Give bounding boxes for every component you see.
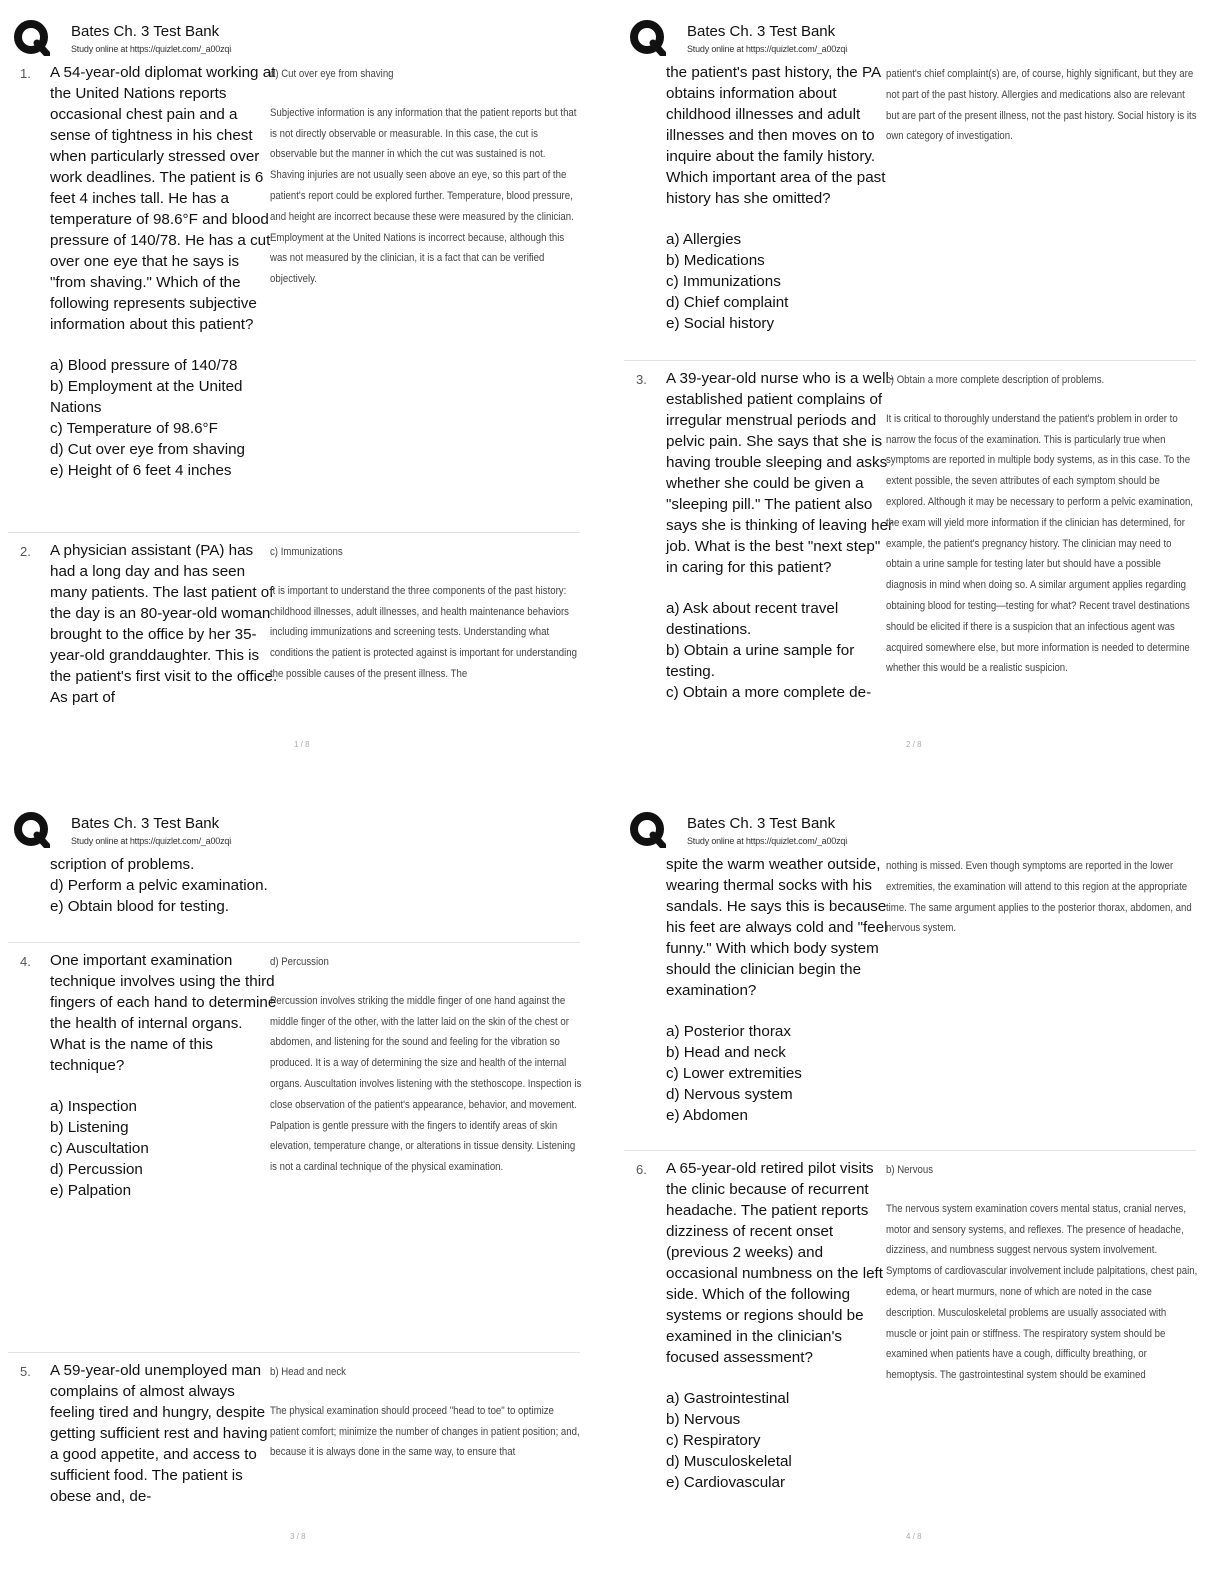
question-text: A 65-year-old retired pilot visits the clinic because of recurrent headache. The patient reports dizziness of recent onset (previous 2 weeks) and occasional numbness on the left side. Which of the following systems or regions should be examined in the clinician's focused assessment?	[666, 1160, 883, 1366]
question-number: 3.	[636, 372, 647, 387]
option-e: e) Height of 6 feet 4 inches	[50, 462, 232, 479]
quizlet-logo-icon	[14, 812, 50, 848]
option-d: d) Chief complaint	[666, 294, 789, 311]
question-text: A 59-year-old unemployed man complains of almost always feeling tired and hungry, despite getting sufficient rest and having a good appetite, and access to sufficient food. The patient is obese and, de-	[50, 1362, 268, 1505]
answer-explanation: Subjective information is any information that the patient reports but that is not directly observable or measurable. In this case, the cut is observable but the manner in which the cut was sustained is not. Shaving injuries are not usually seen above an eye, so this part of the patient's report could be explored further. Temperature, blood pressure, and height are incorrect because these were measured by the clinician. Employment at the United Nations is incorrect because, although this was not measured by the clinician, it is a fact that can be verified objectively.	[270, 106, 577, 286]
option-b: b) Listening	[50, 1119, 129, 1136]
answer-explanation: It is important to understand the three components of the past history: childhood illnesses, adult illnesses, and health maintenance behaviors including immunizations and screening tests. Understanding what conditions the patient is protected against is important for understanding the possible causes of the present illness. The	[270, 584, 578, 680]
page-number: 3 / 8	[290, 1532, 306, 1541]
option-e: e) Cardiovascular	[666, 1474, 786, 1491]
page-header	[14, 18, 604, 58]
page-number: 2 / 8	[906, 740, 922, 749]
question-text: A 54-year-old diplomat working at the United Nations reports occasional chest pain and a sense of tightness in his chest when particularly stressed over work deadlines. The patient is 6 feet 4 inches tall. He has a temperature of 98.6°F and blood pressure of 140/78. He has a cut over one eye that he says is "from shaving." Which of the following represents subjective information about this patient?	[50, 64, 276, 333]
answer-explanation: It is critical to thoroughly understand the patient's problem in order to narrow the focus of the examination. This is particularly true when symptoms are reported in multiple body systems, as in this case. To the extent possible, the seven attributes of each symptom should be explored. Although it may be necessary to perform a pelvic examination, the exam will yield more information if the clinician has determined, for example, the patient's pregnancy history. The clinician may need to obtain a urine sample for testing later but should have a possible diagnosis in mind when doing so. A similar argument applies regarding obtaining blood for testing—testing for what? Recent travel destinations should be elicited if there is a suspicion that an infectious agent was acquired somewhere else, but more information is needed to determine whether this would be a realistic suspicion.	[886, 412, 1193, 675]
option-d: d) Perform a pelvic examination.	[50, 877, 268, 894]
answer-block	[270, 542, 581, 685]
option-b: b) Head and neck	[666, 1044, 786, 1061]
option-b: b) Medications	[666, 252, 765, 269]
options-list	[50, 854, 278, 917]
option-c: c) Auscultation	[50, 1140, 149, 1157]
answer-block	[886, 370, 1197, 679]
option-d: d) Musculoskeletal	[666, 1453, 792, 1470]
option-a: a) Gastrointestinal	[666, 1390, 790, 1407]
option-b: b) Nervous	[666, 1411, 741, 1428]
option-b: b) Employment at the United Nations	[50, 378, 243, 416]
options-list	[666, 229, 894, 334]
option-d: d) Cut over eye from shaving	[50, 441, 245, 458]
answer-explanation: The nervous system examination covers mental status, cranial nerves, motor and sensory systems, and reflexes. The presence of headache, dizziness, and numbness suggest nervous system involvement. Symptoms of cardiovascular involvement include palpitations, chest pain, edema, or heart murmurs, none of which are noted in the case description. Musculoskeletal problems are usually associated with muscle or joint pain or stiffness. The respiratory system should be examined when patients have a cough, difficulty breathing, or hemoptysis. The gastrointestinal system should be examined	[886, 1202, 1198, 1382]
document-title: Bates Ch. 3 Test Bank	[687, 815, 836, 832]
document-title: Bates Ch. 3 Test Bank	[687, 23, 836, 40]
question-text: A physician assistant (PA) has had a long day and has seen many patients. The last patient of the day is an 80-year-old woman brought to the office by her 35-year-old granddaughter. This is the patient's first visit to the office. As part of	[50, 542, 278, 706]
study-link[interactable]: Study online at https://quizlet.com/_a00zqi	[71, 836, 232, 846]
option-a: a) Posterior thorax	[666, 1023, 791, 1040]
answer-explanation: The physical examination should proceed "head to toe" to optimize patient comfort; minimize the number of changes in patient position; and, because it is always done in the same way, to ensure that	[270, 1404, 580, 1459]
answer-choice: c) Immunizations	[270, 546, 343, 558]
option-b: b) Obtain a urine sample for testing.	[666, 642, 855, 680]
options-list	[666, 598, 894, 703]
quizlet-logo-icon	[630, 812, 666, 848]
divider	[624, 1150, 1196, 1151]
question-number: 2.	[20, 544, 31, 559]
option-d: d) Percussion	[50, 1161, 143, 1178]
page-header	[630, 18, 1220, 58]
page-2	[624, 10, 1224, 790]
page-number: 4 / 8	[906, 1532, 922, 1541]
page-3	[8, 802, 608, 1582]
answer-choice: d) Percussion	[270, 956, 329, 968]
question-number: 1.	[20, 66, 31, 81]
answer-choice: b) Head and neck	[270, 1366, 346, 1378]
page-1	[8, 10, 608, 790]
divider	[8, 942, 580, 943]
page-header	[630, 810, 1220, 850]
option-a: a) Allergies	[666, 231, 742, 248]
option-c-continued: scription of problems.	[50, 856, 195, 873]
divider	[624, 360, 1196, 361]
answer-choice: c) Obtain a more complete description of problems.	[886, 374, 1105, 386]
study-link[interactable]: Study online at https://quizlet.com/_a00zqi	[71, 44, 232, 54]
document-title: Bates Ch. 3 Test Bank	[71, 23, 220, 40]
option-e: e) Palpation	[50, 1182, 132, 1199]
option-a: a) Ask about recent travel destinations.	[666, 600, 839, 638]
options-list	[50, 355, 278, 481]
study-link[interactable]: Study online at https://quizlet.com/_a00zqi	[687, 836, 848, 846]
study-link[interactable]: Study online at https://quizlet.com/_a00zqi	[687, 44, 848, 54]
question-text: the patient's past history, the PA obtains information about childhood illnesses and adult illnesses and then moves on to inquire about the family history. Which important area of the past history has she omitted?	[666, 64, 886, 207]
question-text: A 39-year-old nurse who is a well-established patient complains of irregular menstrual periods and pelvic pain. She says that she is having trouble sleeping and asks whether she could be given a "sleeping pill." The patient also says she is thinking of leaving her job. What is the best "next step" in caring for this patient?	[666, 370, 894, 576]
options-list	[666, 1021, 894, 1126]
option-c: c) Temperature of 98.6°F	[50, 420, 218, 437]
answer-block	[270, 952, 581, 1178]
answer-choice: d) Cut over eye from shaving	[270, 68, 394, 80]
divider	[8, 532, 580, 533]
question-number: 6.	[636, 1162, 647, 1177]
answer-block	[270, 1362, 581, 1463]
page-header	[14, 810, 604, 850]
page-number: 1 / 8	[294, 740, 310, 749]
option-c: c) Immunizations	[666, 273, 781, 290]
document-title: Bates Ch. 3 Test Bank	[71, 815, 220, 832]
question-number: 4.	[20, 954, 31, 969]
option-e: e) Social history	[666, 315, 775, 332]
option-e: e) Abdomen	[666, 1107, 748, 1124]
option-d: d) Nervous system	[666, 1086, 793, 1103]
options-list	[50, 1096, 278, 1201]
option-e: e) Obtain blood for testing.	[50, 898, 229, 915]
options-list	[666, 1388, 894, 1493]
question-number: 5.	[20, 1364, 31, 1379]
divider	[8, 1352, 580, 1353]
quizlet-logo-icon	[14, 20, 50, 56]
answer-block	[886, 1160, 1197, 1386]
option-c: c) Respiratory	[666, 1432, 761, 1449]
answer-choice: b) Nervous	[886, 1164, 934, 1176]
answer-explanation: patient's chief complaint(s) are, of course, highly significant, but they are not part of the past history. Allergies and medications also are relevant but are part of the present illness, not the past history. Social history is its own category of investigation.	[886, 68, 1197, 143]
question-text: spite the warm weather outside, wearing thermal socks with his sandals. He says this is because his feet are always cold and "feel funny." With which body system should the clinician begin the examination?	[666, 856, 888, 999]
option-a: a) Inspection	[50, 1098, 137, 1115]
answer-block	[270, 64, 581, 290]
option-c: c) Lower extremities	[666, 1065, 802, 1082]
answer-explanation: nothing is missed. Even though symptoms are reported in the lower extremities, the examination will attend to this region at the appropriate time. The same argument applies to the posterior thorax, abdomen, and nervous system.	[886, 860, 1192, 935]
option-c: c) Obtain a more complete de-	[666, 684, 872, 701]
question-text: One important examination technique involves using the third fingers of each hand to determine the health of internal organs. What is the name of this technique?	[50, 952, 277, 1074]
option-a: a) Blood pressure of 140/78	[50, 357, 238, 374]
quizlet-logo-icon	[630, 20, 666, 56]
page-4	[624, 802, 1224, 1582]
answer-explanation: Percussion involves striking the middle finger of one hand against the middle finger of the other, with the latter laid on the skin of the chest or abdomen, and listening for the sound and feeling for the vibration so produced. It is a way of determining the size and health of the internal organs. Auscultation involves listening with the stethoscope. Inspection is close observation of the patient's appearance, behavior, and movement. Palpation is gentle pressure with the fingers to identify areas of skin elevation, temperature change, or alterations in tissue density. Listening is not a cardinal technique of the physical examination.	[270, 994, 582, 1174]
